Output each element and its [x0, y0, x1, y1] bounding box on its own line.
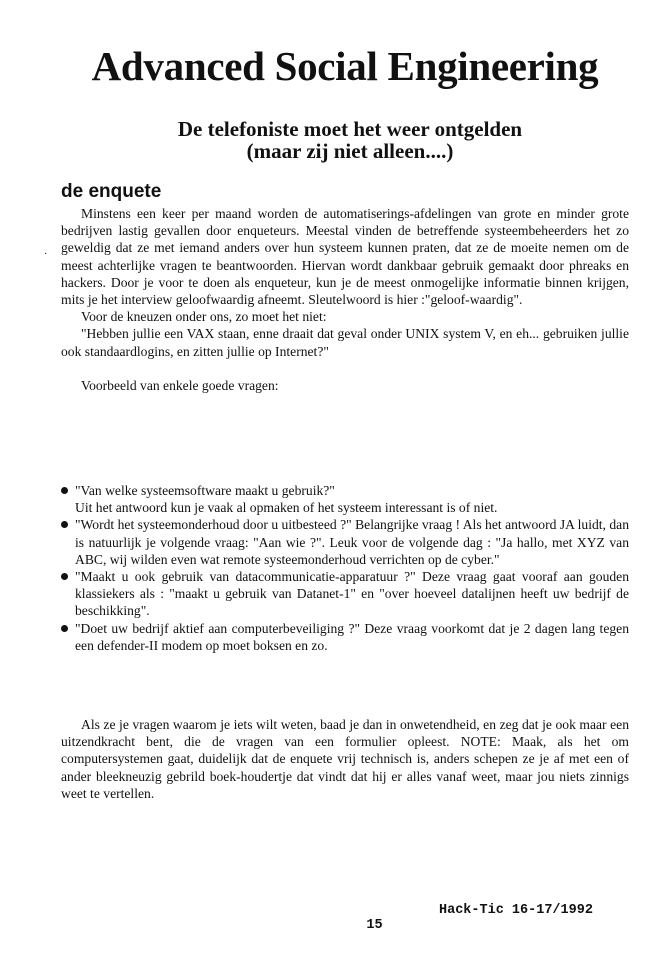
spacer — [61, 360, 629, 377]
subtitle-line-2: (maar zij niet alleen....) — [246, 139, 454, 163]
list-item — [61, 482, 629, 516]
article-subtitle — [0, 118, 652, 162]
list-item-question: "Van welke systeemsoftware maakt u gebruik?" — [75, 483, 335, 498]
bullet-icon — [61, 487, 68, 494]
bullet-icon — [61, 521, 68, 528]
scan-artifact-dot: · — [44, 249, 48, 260]
list-item-text: "Maakt u ook gebruik van datacommunicatie-apparatuur ?" Deze vraag gaat vooraf aan gouden klassiekers als : "maakt u gebruik van Datanet-1" en "over hoeveel datalijnen heeft uw bedrijf de beschikking". — [75, 569, 629, 619]
article-title: Advanced Social Engineering — [91, 43, 599, 89]
bullet-icon — [61, 573, 68, 580]
kneuzen-paragraph: Voor de kneuzen onder ons, zo moet het niet: — [81, 309, 327, 325]
intro-paragraph: Minstens een keer per maand worden de automatiserings-afdelingen van grote en minder grote bedrijven lastig gevallen door enqueteurs. Meestal vinden de betreffende systeembeheerders het zo geweldig dat ze met iemand anders over hun systeem kunnen praten, dat ze de moeite nemen om de meest achterlijke vragen te beantwoorden. Hiervan wordt dankbaar gebruik gemaakt door phreaks en hackers. Door je voor te doen als enqueteur, kun je de meest onmogelijke informatie binnen krijgen, mits je het interview geloofwaardig afneemt. Sleutelwoord is hier :"geloof-waardig". — [61, 206, 629, 308]
list-item — [61, 516, 629, 568]
page-number: 15 — [366, 918, 383, 933]
list-item-explanation: Uit het antwoord kun je vaak al opmaken of het systeem interessant is of niet. — [75, 500, 498, 516]
publication-info: Hack-Tic 16-17/1992 — [439, 903, 593, 918]
closing-paragraph: Als ze je vragen waarom je iets wilt weten, baad je dan in onwetendheid, en zeg dat je ook maar een uitzendkracht bent, die de vragen van een formulier opleest. NOTE: Maak, als het om computersystemen gaat, duidelijk dat de enquete vrij technisch is, anders schepen ze je af met een of ander bleekneuzig gebrild boek-houdertje dat vindt dat hij er alles vanaf weet, maar jou niets zinnigs weet te vertellen. — [61, 717, 629, 801]
subtitle-line-1: De telefoniste moet het weer ontgelden — [177, 117, 523, 141]
list-item — [61, 620, 629, 654]
closing-paragraph-block — [61, 716, 629, 802]
list-item-text: "Doet uw bedrijf aktief aan computerbeveiliging ?" Deze vraag voorkomt dat je 2 dagen lang tegen een defender-II modem op moet boksen en zo. — [75, 620, 629, 653]
list-item — [61, 568, 629, 620]
section-heading: de enquete — [61, 181, 162, 202]
intro-paragraph-block — [61, 205, 629, 394]
bad-example-quote: "Hebben jullie een VAX staan, enne draait dat geval onder UNIX system V, en eh... gebruiken jullie ook standaardlogins, en zitten jullie op Internet?" — [61, 326, 629, 359]
questions-list — [61, 482, 629, 654]
list-item-text: "Wordt het systeemonderhoud door u uitbesteed ?" Belangrijke vraag ! Als het antwoord JA luidt, dan is natuurlijk je volgende vraag: "Aan wie ?". Leuk voor de volgende dag : "Ja hallo, met XYZ van ABC, wij wilden even wat remote systeemonderhoud verrichten op de cyber." — [75, 517, 629, 567]
bullet-icon — [61, 625, 68, 632]
good-questions-intro: Voorbeeld van enkele goede vragen: — [81, 377, 279, 393]
page-footer — [334, 903, 593, 963]
